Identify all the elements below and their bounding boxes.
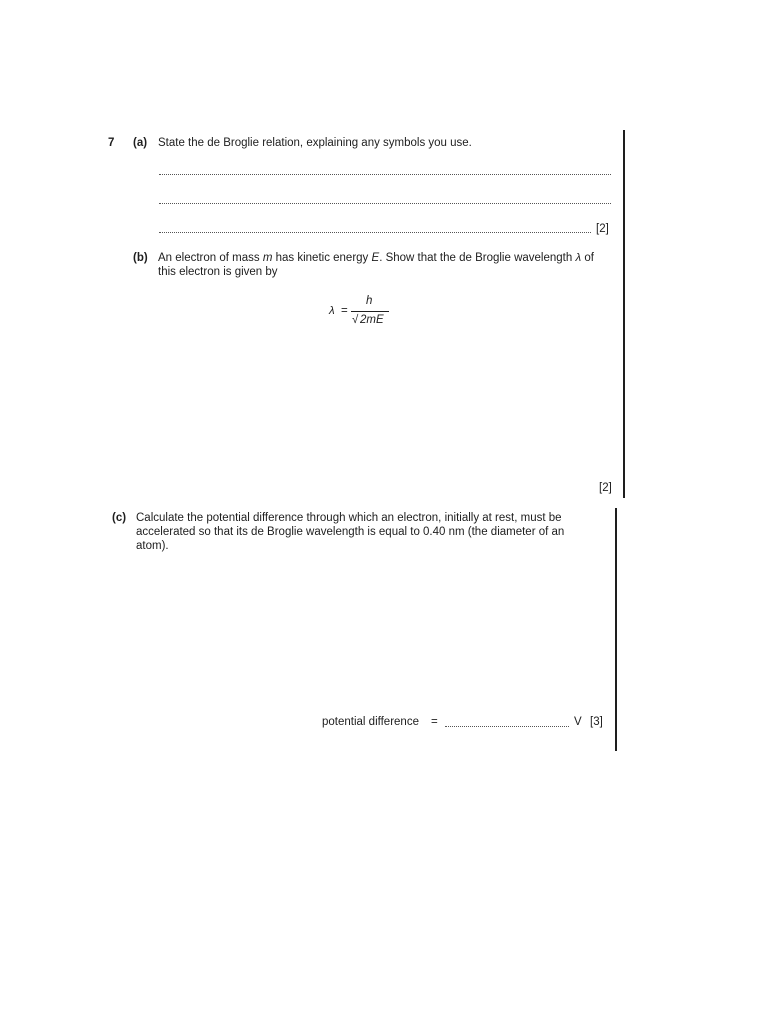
answer-line-2[interactable] — [159, 203, 611, 204]
part-c-question-line-1: Calculate the potential difference through which an electron, initially at rest, must be — [136, 512, 562, 524]
part-c-marks: [3] — [590, 716, 603, 728]
part-c-question-line-3: atom). — [136, 540, 169, 552]
margin-line-lower — [615, 508, 617, 751]
part-b-label: (b) — [133, 252, 148, 264]
formula-fraction-bar — [351, 311, 389, 312]
symbol-lambda: λ — [575, 252, 582, 264]
answer-unit: V — [574, 716, 582, 728]
part-b-marks: [2] — [599, 482, 612, 494]
part-a-question-text: State the de Broglie relation, explaining any symbols you use. — [158, 137, 472, 149]
symbol-energy: E — [371, 252, 380, 264]
part-c-label: (c) — [112, 512, 127, 524]
potential-difference-answer-field[interactable] — [445, 726, 569, 727]
margin-line-upper — [623, 130, 625, 498]
formula-denominator: 2mE — [360, 314, 384, 326]
formula-root-sign: √ — [352, 314, 359, 326]
part-c-question-line-2: accelerated so that its de Broglie wavelength is equal to 0.40 nm (the diameter of an — [136, 526, 565, 538]
symbol-mass: m — [262, 252, 273, 264]
part-a-label: (a) — [133, 137, 148, 149]
answer-line-3[interactable] — [159, 232, 591, 233]
part-a-marks: [2] — [596, 223, 609, 235]
formula-lambda: λ — [329, 305, 335, 317]
part-b-question-line-1: An electron of mass m has kinetic energy E. Show that the de Broglie wavelength λ of — [158, 252, 594, 264]
question-number: 7 — [108, 137, 115, 149]
formula-numerator: h — [366, 295, 373, 307]
answer-equals: = — [431, 716, 438, 728]
formula-equals: = — [341, 305, 348, 317]
part-b-question-line-2: this electron is given by — [158, 266, 278, 278]
answer-line-1[interactable] — [159, 174, 611, 175]
answer-label: potential difference — [322, 716, 419, 728]
